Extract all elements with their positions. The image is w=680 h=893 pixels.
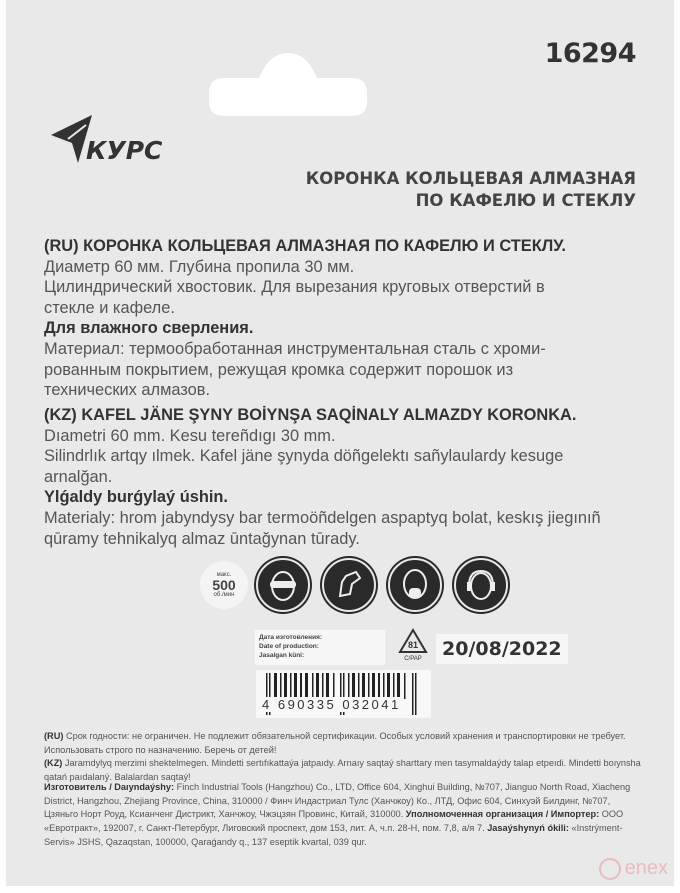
manufacturer-info <box>44 781 644 850</box>
manufacturer-label: Изготовитель / Daıyndaýshy: <box>44 782 175 792</box>
barcode-number: 4 690335 032041 <box>262 697 401 712</box>
description-kz <box>44 405 644 549</box>
manufacturer-text: Finch Industrial Tools (Hangzhou) Co., LTD, Office 604, Xinghui Building, №707, Jianguo North Road, Xiacheng District, Hangzhou, Zhejiang Province, China, 310000 / Финч Индастриал Тулс (Ханчжоу) Ко., ЛТД, Офис 604, Синхуэй Билдинг, №707, Цзяньго Норт Роуд, Ксианченг Дистрикт, Ханчжоу, Чжэцзян Провинс, Китай, 310000. <box>44 782 631 820</box>
legal-text <box>44 730 644 785</box>
rpm-value: 500 <box>212 577 236 593</box>
importer-label: Уполномоченная организация / Импортер: <box>405 809 600 820</box>
gloves-icon <box>322 558 376 612</box>
kz-line1: Dıametri 60 mm. Kesu tereñdıgı 30 mm. <box>44 426 336 445</box>
ru-material: Материал: термообработанная инструментальная сталь с хроми-рованным покрытием, режущая кромка содержит порошок из технических алмазов. <box>44 339 546 400</box>
kz-bold: Ylǵaldy burǵylaý úshin. <box>44 488 228 507</box>
watermark <box>599 857 668 880</box>
svg-text:КУРС: КУРС <box>86 136 163 165</box>
production-date: 20/08/2022 <box>436 634 568 664</box>
importer-text: ООО «Евротракт», 192007, г. Санкт-Петербург, Лиговский проспект, дом 153, лит. А, ч.п. 28-Н, пом. 7,8, а/я 7. <box>44 809 624 834</box>
date-label-en: Date of production: <box>259 643 319 650</box>
max-rpm-badge <box>200 561 248 609</box>
rpm-unit: об./мин <box>213 592 235 598</box>
kz-heading: (KZ) KAFEL JÄNE ŞYNY BOİYNŞA SAQİNALY ALMAZDY KORONKA. <box>44 406 577 424</box>
legal-kz: Jaramdylyq merzimi shektelmegen. Mindetti sertıfıkattaýa jatpaıdy. Arnaıy saqtaý sharttary men tasymaldaýdy talap etpeıdi. Mindetti boıynsha qatań paıdalaný. Balalardan saqtaý! <box>44 758 641 783</box>
hang-hole <box>209 53 367 116</box>
brand-logo <box>48 115 188 165</box>
ru-bold: Для влажного сверления. <box>44 319 254 338</box>
ru-heading: (RU) КОРОНКА КОЛЬЦЕВАЯ АЛМАЗНАЯ ПО КАФЕЛЮ И СТЕКЛУ. <box>44 237 566 255</box>
recycle-label: C/PAP <box>404 656 422 662</box>
title-line: КОРОНКА КОЛЬЦЕВАЯ АЛМАЗНАЯ <box>305 169 636 188</box>
kz-line2: Silindrlık artqy ılmek. Kafel jäne şynyda döñgelektı sañylaulardy kesuge arnalğan. <box>44 447 564 486</box>
representative-text: «Instrýment-Servis» JSHS, Qazaqstan, 100000, Qaraǵandy q., 137 eseptik kvartal, 039 qur. <box>44 823 623 847</box>
representative-label: Jasaýshynyń ókili: <box>487 823 569 834</box>
rpm-label: макс. <box>216 572 232 578</box>
date-label-kz: Jasalgan küni: <box>259 652 305 659</box>
product-code: 16294 <box>544 38 636 69</box>
watermark-text: enex <box>624 857 668 879</box>
kz-tag: (KZ) <box>44 758 63 769</box>
ru-line1: Диаметр 60 мм. Глубина пропила 30 мм. <box>44 257 355 276</box>
description-ru <box>44 236 644 401</box>
ear-protection-icon <box>454 558 508 612</box>
svg-text:81: 81 <box>407 640 419 650</box>
kz-material: Materialy: hrom jabyndysy bar termoöñdelgen aspaptyq bolat, keskış jiegınıñ qūramy tehnikalyq almaz ūntağynan tūrady. <box>44 508 601 548</box>
watermark-logo-icon <box>599 858 621 880</box>
production-date-labels <box>255 630 385 665</box>
title-line: ПО КАФЕЛЮ И СТЕКЛУ <box>415 191 636 210</box>
respirator-icon <box>388 558 442 612</box>
date-label-ru: Дата изготовления: <box>259 634 323 641</box>
legal-ru: Срок годности: не ограничен. Не подлежит обязательной сертификации. Особых условий хранения и транспортировки не требует. Использовать строго по назначению. Беречь от детей! <box>44 731 626 755</box>
product-title <box>306 168 636 212</box>
goggles-icon <box>256 558 310 612</box>
ru-tag: (RU) <box>44 731 64 741</box>
ru-line2: Цилиндрический хвостовик. Для вырезания круговых отверстий в стекле и кафеле. <box>44 278 545 317</box>
safety-icons <box>200 558 512 612</box>
recycle-icon <box>398 628 428 666</box>
